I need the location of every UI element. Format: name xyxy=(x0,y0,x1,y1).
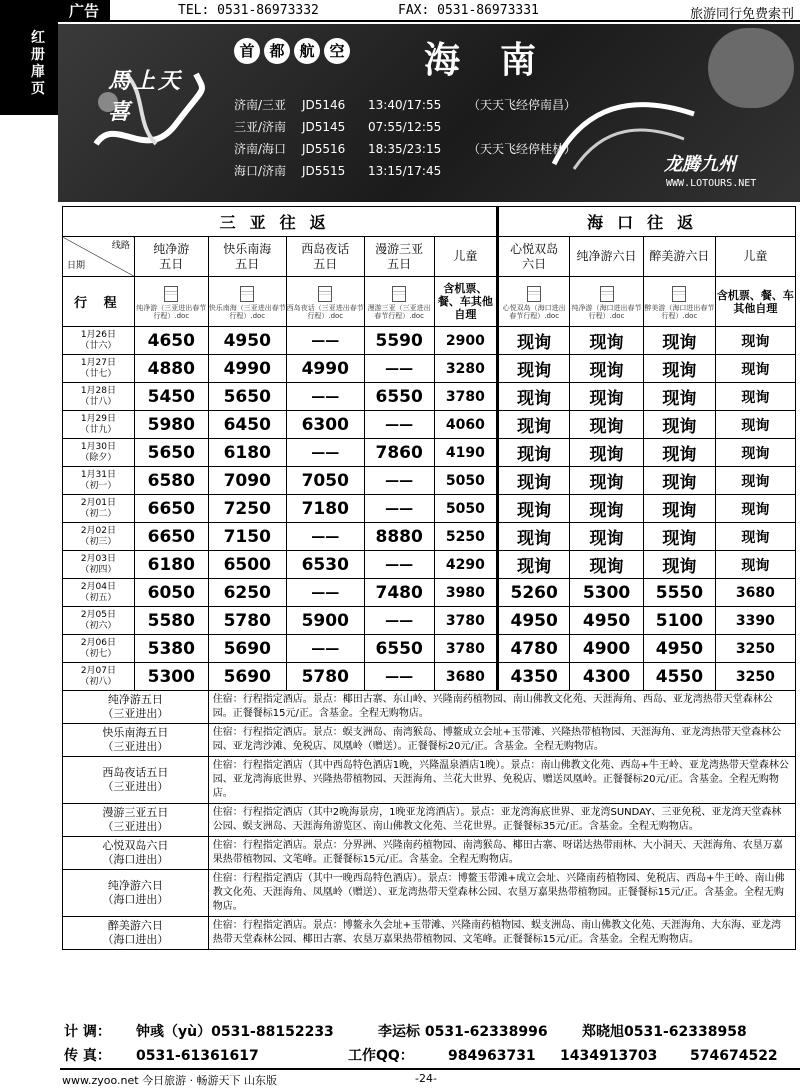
lunar-date: （初三） xyxy=(80,536,117,547)
price-cell: 7050 xyxy=(286,467,364,495)
price-cell: 4650 xyxy=(134,327,208,355)
side-tab xyxy=(0,0,58,115)
child-price-cell: 现询 xyxy=(715,467,795,495)
flight-note: （天天飞经停桂林） xyxy=(468,142,577,156)
doc-filename: 醉美游（海口进出春节行程）.doc xyxy=(644,303,715,320)
airline-char: 首 xyxy=(234,38,260,64)
child-note: 含机票、餐、车其他自理 xyxy=(434,277,498,327)
price-cell: 4950 xyxy=(498,607,570,635)
price-cell: 6300 xyxy=(286,411,364,439)
date-cell xyxy=(63,467,135,495)
date-value: 1月29日 xyxy=(80,413,117,424)
tour-note-row xyxy=(63,837,796,870)
flight-time: 13:40/17:55 xyxy=(368,98,442,112)
lunar-date: （初六） xyxy=(80,620,117,631)
price-row xyxy=(63,607,796,635)
price-cell: 4990 xyxy=(208,355,286,383)
price-cell: 现询 xyxy=(643,327,715,355)
date-value: 2月01日 xyxy=(80,497,117,508)
tour-entry: （海口进出） xyxy=(102,893,169,906)
child-price-cell: 现询 xyxy=(715,411,795,439)
price-cell: —— xyxy=(286,579,364,607)
column-header: 快乐南海 五日 xyxy=(208,237,286,277)
price-cell: 6450 xyxy=(208,411,286,439)
price-cell: 5690 xyxy=(208,663,286,691)
tour-name-cell xyxy=(63,804,209,837)
word-doc-icon xyxy=(164,286,178,302)
tour-note-row xyxy=(63,757,796,804)
lunar-date: （廿六） xyxy=(80,340,117,351)
price-cell: 现询 xyxy=(570,327,644,355)
price-cell: 5580 xyxy=(134,607,208,635)
price-cell: 6550 xyxy=(364,635,434,663)
price-cell: 4950 xyxy=(643,635,715,663)
price-cell: 6650 xyxy=(134,495,208,523)
price-cell: 4550 xyxy=(643,663,715,691)
price-row xyxy=(63,495,796,523)
tour-description: 住宿：行程指定酒店（其中2晚海景房，1晚亚龙湾酒店）。景点：亚龙湾海底世界、亚龙湾SUNDAY、三亚免税、亚龙湾天堂森林公园、蜈支洲岛、天涯海角游览区、南山佛教文化苑、兰花世界。正餐餐标35元/正。含基金。全程无购物店。 xyxy=(208,804,795,837)
price-cell: 7090 xyxy=(208,467,286,495)
child-price-cell: 3280 xyxy=(434,355,498,383)
tour-name: 漫游三亚五日 xyxy=(102,806,169,819)
column-header: 儿童 xyxy=(434,237,498,277)
price-row xyxy=(63,467,796,495)
tour-name-cell xyxy=(63,870,209,917)
price-cell: 5590 xyxy=(364,327,434,355)
lunar-date: （初八） xyxy=(80,676,117,687)
flight-route: 三亚/济南 xyxy=(234,120,287,134)
price-row xyxy=(63,579,796,607)
price-cell: 4950 xyxy=(208,327,286,355)
itinerary-doc-link[interactable] xyxy=(208,277,286,327)
date-value: 2月04日 xyxy=(80,581,117,592)
column-header: 儿童 xyxy=(715,237,795,277)
airline-name xyxy=(234,38,354,64)
column-header: 纯净游 五日 xyxy=(134,237,208,277)
price-cell: 6580 xyxy=(134,467,208,495)
child-price-cell: 现询 xyxy=(715,355,795,383)
word-doc-icon xyxy=(318,286,332,302)
price-cell: —— xyxy=(364,467,434,495)
banner xyxy=(58,24,800,202)
price-cell: 5550 xyxy=(643,579,715,607)
child-price-cell: 3780 xyxy=(434,383,498,411)
child-price-cell: 3680 xyxy=(434,663,498,691)
tour-name-cell xyxy=(63,917,209,950)
column-header: 漫游三亚 五日 xyxy=(364,237,434,277)
word-doc-icon xyxy=(392,286,406,302)
lunar-date: （初二） xyxy=(80,508,117,519)
doc-filename: 漫游三亚（三亚进出春节行程）.doc xyxy=(367,303,431,320)
date-cell xyxy=(63,579,135,607)
price-cell: 现询 xyxy=(570,439,644,467)
tour-entry: （海口进出） xyxy=(102,853,169,866)
tour-description: 住宿：行程指定酒店（其中一晚西岛特色酒店）。景点：博鳌玉带滩+成立会址、兴隆南药植物园、免税店、西岛+牛王岭、南山佛教文化苑、天涯海角、凤凰岭（赠送）、亚龙湾热带天堂森林公园、农垦万嘉果热带植物园。正餐餐标15元/正。含基金。全程无购物店。 xyxy=(208,870,795,917)
lunar-date: （初一） xyxy=(80,480,117,491)
price-row xyxy=(63,327,796,355)
price-cell: 现询 xyxy=(643,495,715,523)
price-cell: 4300 xyxy=(570,663,644,691)
price-cell: 5900 xyxy=(286,607,364,635)
date-cell xyxy=(63,355,135,383)
price-cell: 4350 xyxy=(498,663,570,691)
child-price-cell: 3390 xyxy=(715,607,795,635)
lunar-date: （初七） xyxy=(80,648,117,659)
word-doc-icon xyxy=(527,286,541,302)
price-cell: 6650 xyxy=(134,523,208,551)
date-cell xyxy=(63,635,135,663)
fax-qq-row xyxy=(64,1044,798,1068)
date-value: 1月26日 xyxy=(80,329,117,340)
price-cell: 5380 xyxy=(134,635,208,663)
price-cell: 现询 xyxy=(498,551,570,579)
tour-name: 纯净游五日 xyxy=(107,693,163,706)
price-row xyxy=(63,355,796,383)
haikou-section-title: 海口往返 xyxy=(498,207,796,237)
destination-title: 海南 xyxy=(424,40,577,81)
tour-note-row xyxy=(63,870,796,917)
doc-filename: 快乐南海（三亚进出春节行程）.doc xyxy=(208,303,286,320)
child-price-cell: 现询 xyxy=(715,551,795,579)
price-cell: 现询 xyxy=(643,355,715,383)
price-cell: 现询 xyxy=(570,523,644,551)
child-price-cell: 3780 xyxy=(434,607,498,635)
date-value: 2月02日 xyxy=(80,525,117,536)
header-journal: 旅游同行免费索刊 xyxy=(689,7,794,22)
price-cell: 5650 xyxy=(208,383,286,411)
tour-name-cell xyxy=(63,724,209,757)
price-cell: 现询 xyxy=(498,327,570,355)
itinerary-doc-link[interactable] xyxy=(364,277,434,327)
flight-route: 济南/海口 xyxy=(234,142,287,156)
flight-route: 海口/济南 xyxy=(234,164,287,178)
tour-name: 快乐南海五日 xyxy=(102,726,169,739)
planner-contact: 钟彧（yù）0531-88152233 xyxy=(136,1024,334,1040)
qq-number: 574674522 xyxy=(690,1048,778,1064)
price-cell: 6180 xyxy=(134,551,208,579)
price-cell: 现询 xyxy=(570,411,644,439)
flight-note: （天天飞经停南昌） xyxy=(468,98,577,112)
tour-name: 纯净游六日 xyxy=(107,879,163,892)
child-price-cell: 4290 xyxy=(434,551,498,579)
flight-row xyxy=(234,94,618,116)
price-cell: 7480 xyxy=(364,579,434,607)
price-cell: —— xyxy=(286,523,364,551)
date-cell xyxy=(63,495,135,523)
fax-number: 0531-61361617 xyxy=(136,1048,259,1064)
date-value: 1月28日 xyxy=(80,385,117,396)
itinerary-doc-link[interactable] xyxy=(286,277,364,327)
price-cell: 4780 xyxy=(498,635,570,663)
tour-note-row xyxy=(63,691,796,724)
price-cell: 7250 xyxy=(208,495,286,523)
flight-time: 07:55/12:55 xyxy=(368,120,442,134)
price-cell: 6530 xyxy=(286,551,364,579)
price-cell: 7150 xyxy=(208,523,286,551)
price-cell: —— xyxy=(364,607,434,635)
planner-label: 计 调： xyxy=(64,1024,111,1040)
child-price-cell: 2900 xyxy=(434,327,498,355)
qq-label: 工作QQ： xyxy=(348,1048,414,1064)
price-cell: —— xyxy=(286,383,364,411)
header-tel: TEL: 0531-86973332 xyxy=(178,3,319,18)
date-value: 2月03日 xyxy=(80,553,117,564)
tour-entry: （三亚进出） xyxy=(102,740,169,753)
child-price-cell: 现询 xyxy=(715,495,795,523)
route-date-header xyxy=(63,237,135,277)
price-cell: 7860 xyxy=(364,439,434,467)
date-cell xyxy=(63,551,135,579)
flight-row xyxy=(234,138,618,160)
price-cell: 6180 xyxy=(208,439,286,467)
date-cell xyxy=(63,663,135,691)
tour-name: 心悦双岛六日 xyxy=(102,839,169,852)
column-header-row xyxy=(63,237,796,277)
date-value: 2月06日 xyxy=(80,637,117,648)
flight-time: 13:15/17:45 xyxy=(368,164,442,178)
price-cell: 现询 xyxy=(643,551,715,579)
footer-site: www.zyoo.net 今日旅游 · 畅游天下 山东版 xyxy=(62,1074,278,1087)
price-cell: 7180 xyxy=(286,495,364,523)
price-cell: —— xyxy=(286,439,364,467)
price-cell: 现询 xyxy=(643,467,715,495)
tour-description: 住宿：行程指定酒店。景点：蜈支洲岛、南湾猴岛、博鳌成立会址+玉带滩、兴隆热带植物园、天涯海角、亚龙湾热带天堂森林公园、亚龙湾沙滩、免税店、凤凰岭（赠送）。正餐餐标20元/正。含基金。全程无购物店。 xyxy=(208,724,795,757)
price-cell: 现询 xyxy=(498,439,570,467)
lantern-icon xyxy=(708,28,794,108)
price-cell: 现询 xyxy=(570,383,644,411)
price-row xyxy=(63,383,796,411)
ad-label: 广告 xyxy=(58,0,110,22)
price-cell: 现询 xyxy=(498,383,570,411)
tour-note-row xyxy=(63,917,796,950)
price-cell: —— xyxy=(364,663,434,691)
price-cell: —— xyxy=(364,355,434,383)
lunar-date: （初五） xyxy=(80,592,117,603)
column-header: 纯净游六日 xyxy=(570,237,644,277)
flight-time: 18:35/23:15 xyxy=(368,142,442,156)
price-cell: 5780 xyxy=(286,663,364,691)
date-cell xyxy=(63,607,135,635)
price-cell: 5650 xyxy=(134,439,208,467)
child-price-cell: 5050 xyxy=(434,495,498,523)
date-cell xyxy=(63,383,135,411)
price-row xyxy=(63,551,796,579)
child-price-cell: 3250 xyxy=(715,663,795,691)
flight-row xyxy=(234,160,618,182)
price-cell: 4900 xyxy=(570,635,644,663)
route-label: 线路 xyxy=(111,241,130,251)
child-price-cell: 现询 xyxy=(715,439,795,467)
sanya-section-title: 三亚往返 xyxy=(63,207,498,237)
price-cell: 现询 xyxy=(498,411,570,439)
price-cell: 5450 xyxy=(134,383,208,411)
doc-filename: 心悦双岛（海口进出春节行程）.doc xyxy=(502,303,566,320)
price-cell: 现询 xyxy=(570,495,644,523)
date-cell xyxy=(63,439,135,467)
word-doc-icon xyxy=(672,286,686,302)
logo-words: 馬上天喜 xyxy=(108,69,184,125)
date-value: 2月07日 xyxy=(80,665,117,676)
page-number: -24- xyxy=(415,1072,437,1085)
child-price-cell: 3250 xyxy=(715,635,795,663)
price-row xyxy=(63,635,796,663)
date-value: 1月31日 xyxy=(80,469,117,480)
lunar-date: （廿八） xyxy=(80,396,117,407)
price-cell: 现询 xyxy=(643,383,715,411)
price-table xyxy=(62,206,796,950)
doc-filename: 纯净游（海口进出春节行程）.doc xyxy=(571,303,642,320)
price-cell: 4880 xyxy=(134,355,208,383)
top-bar xyxy=(0,0,800,22)
tour-name: 西岛夜话五日 xyxy=(102,766,169,779)
price-cell: 现询 xyxy=(643,411,715,439)
price-cell: 6050 xyxy=(134,579,208,607)
price-row xyxy=(63,439,796,467)
price-cell: 现询 xyxy=(570,551,644,579)
price-cell: 现询 xyxy=(570,355,644,383)
footer xyxy=(60,1068,800,1086)
price-cell: 现询 xyxy=(498,523,570,551)
lunar-date: （初四） xyxy=(80,564,117,575)
header-fax: FAX: 0531-86973331 xyxy=(398,3,539,18)
price-cell: —— xyxy=(286,635,364,663)
child-price-cell: 现询 xyxy=(715,327,795,355)
date-value: 1月30日 xyxy=(80,441,117,452)
child-price-cell: 4060 xyxy=(434,411,498,439)
price-cell: 现询 xyxy=(498,495,570,523)
column-header: 西岛夜话 五日 xyxy=(286,237,364,277)
child-price-cell: 3780 xyxy=(434,635,498,663)
column-header: 心悦双岛 六日 xyxy=(498,237,570,277)
date-value: 2月05日 xyxy=(80,609,117,620)
flight-number: JD5145 xyxy=(302,120,346,134)
tour-name-cell xyxy=(63,691,209,724)
price-cell: 6250 xyxy=(208,579,286,607)
itinerary-doc-link[interactable] xyxy=(643,277,715,327)
itinerary-label: 行 程 xyxy=(63,277,135,327)
doc-filename: 纯净游（三亚进出春节行程）.doc xyxy=(136,303,207,320)
itinerary-doc-link[interactable] xyxy=(570,277,644,327)
tour-name-cell xyxy=(63,757,209,804)
doc-filename: 西岛夜话（三亚进出春节行程）.doc xyxy=(286,303,364,320)
itinerary-doc-link[interactable] xyxy=(134,277,208,327)
tour-note-row xyxy=(63,804,796,837)
child-price-cell: 现询 xyxy=(715,523,795,551)
price-cell: 6500 xyxy=(208,551,286,579)
brand-name: 龙腾九州 xyxy=(664,154,736,175)
child-price-cell: 5250 xyxy=(434,523,498,551)
price-cell: 4950 xyxy=(570,607,644,635)
child-note: 含机票、餐、车其他自理 xyxy=(715,277,795,327)
date-cell xyxy=(63,523,135,551)
price-cell: 现询 xyxy=(643,523,715,551)
brand-url: WWW.LOTOURS.NET xyxy=(666,178,757,189)
price-row xyxy=(63,523,796,551)
flight-route: 济南/三亚 xyxy=(234,98,287,112)
column-header: 醉美游六日 xyxy=(643,237,715,277)
contact-block xyxy=(64,1020,798,1068)
date-cell xyxy=(63,411,135,439)
price-row xyxy=(63,411,796,439)
tour-description: 住宿：行程指定酒店（其中西岛特色酒店1晚，兴隆温泉酒店1晚）。景点：南山佛教文化苑、西岛+牛王岭、亚龙湾热带天堂森林公园、亚龙湾海底世界、兴隆热带植物园、天涯海角、兰花大世界、免税店、赠送凤凰岭。正餐餐标20元/正。含基金。全程无购物店。 xyxy=(208,757,795,804)
price-cell: 现询 xyxy=(498,467,570,495)
lunar-date: （除夕） xyxy=(80,452,117,463)
airline-char: 都 xyxy=(264,38,290,64)
price-cell: 5980 xyxy=(134,411,208,439)
price-cell: 6550 xyxy=(364,383,434,411)
planner-row xyxy=(64,1020,798,1044)
price-cell: 5300 xyxy=(570,579,644,607)
price-row xyxy=(63,663,796,691)
price-cell: —— xyxy=(286,327,364,355)
tour-entry: （海口进出） xyxy=(102,933,169,946)
word-doc-icon xyxy=(600,286,614,302)
airline-char: 空 xyxy=(324,38,350,64)
price-cell: —— xyxy=(364,411,434,439)
flight-list xyxy=(234,94,618,182)
qq-number: 1434913703 xyxy=(560,1048,658,1064)
price-cell: 5100 xyxy=(643,607,715,635)
tour-description: 住宿：行程指定酒店。景点：分界洲、兴隆南药植物园、南湾猴岛、椰田古寨、呀诺达热带雨林、大小洞天、天涯海角、农垦万嘉果热带植物园、文笔峰。正餐餐标15元/正。含基金。全程无购物店。 xyxy=(208,837,795,870)
tour-entry: （三亚进出） xyxy=(102,780,169,793)
tour-entry: （三亚进出） xyxy=(102,707,169,720)
price-cell: 5260 xyxy=(498,579,570,607)
planner-contact: 李运标 0531-62338996 xyxy=(378,1024,548,1040)
price-cell: 8880 xyxy=(364,523,434,551)
airline-char: 航 xyxy=(294,38,320,64)
flight-number: JD5516 xyxy=(302,142,346,156)
word-doc-icon xyxy=(240,286,254,302)
tour-name-cell xyxy=(63,837,209,870)
date-label: 日期 xyxy=(67,261,86,271)
price-cell: 5690 xyxy=(208,635,286,663)
lunar-date: （廿七） xyxy=(80,368,117,379)
flight-row xyxy=(234,116,618,138)
itinerary-doc-link[interactable] xyxy=(498,277,570,327)
tour-note-row xyxy=(63,724,796,757)
price-cell: 现询 xyxy=(643,439,715,467)
child-price-cell: 现询 xyxy=(715,383,795,411)
date-cell xyxy=(63,327,135,355)
tour-description: 住宿：行程指定酒店。景点：博鳌永久会址+玉带滩、兴隆南药植物园、蜈支洲岛、南山佛教文化苑、天涯海角、大东海、亚龙湾热带天堂森林公园、椰田古寨、农垦万嘉果热带植物园、文笔峰。正餐餐标15元/正。含基金。全程无购物店。 xyxy=(208,917,795,950)
planner-contact: 郑晓旭0531-62338958 xyxy=(582,1024,747,1040)
qq-number: 984963731 xyxy=(448,1048,536,1064)
side-tab-label: 红册扉页 xyxy=(31,30,45,97)
price-cell: 5780 xyxy=(208,607,286,635)
fax-label: 传 真： xyxy=(64,1048,111,1064)
price-cell: —— xyxy=(364,495,434,523)
flight-number: JD5146 xyxy=(302,98,346,112)
child-price-cell: 5050 xyxy=(434,467,498,495)
lunar-date: （廿九） xyxy=(80,424,117,435)
itinerary-row xyxy=(63,277,796,327)
tour-name: 醉美游六日 xyxy=(107,919,163,932)
child-price-cell: 3680 xyxy=(715,579,795,607)
tour-entry: （三亚进出） xyxy=(102,820,169,833)
price-cell: 5300 xyxy=(134,663,208,691)
tour-description: 住宿：行程指定酒店。景点：椰田古寨、东山岭、兴隆南药植物园、南山佛教文化苑、天涯海角、西岛、亚龙湾热带天堂森林公园。正餐餐标15元/正。含基金。全程无购物店。 xyxy=(208,691,795,724)
child-price-cell: 4190 xyxy=(434,439,498,467)
child-price-cell: 3980 xyxy=(434,579,498,607)
price-cell: 4990 xyxy=(286,355,364,383)
date-value: 1月27日 xyxy=(80,357,117,368)
price-cell: 现询 xyxy=(570,467,644,495)
price-cell: —— xyxy=(364,551,434,579)
price-cell: 现询 xyxy=(498,355,570,383)
flight-number: JD5515 xyxy=(302,164,346,178)
